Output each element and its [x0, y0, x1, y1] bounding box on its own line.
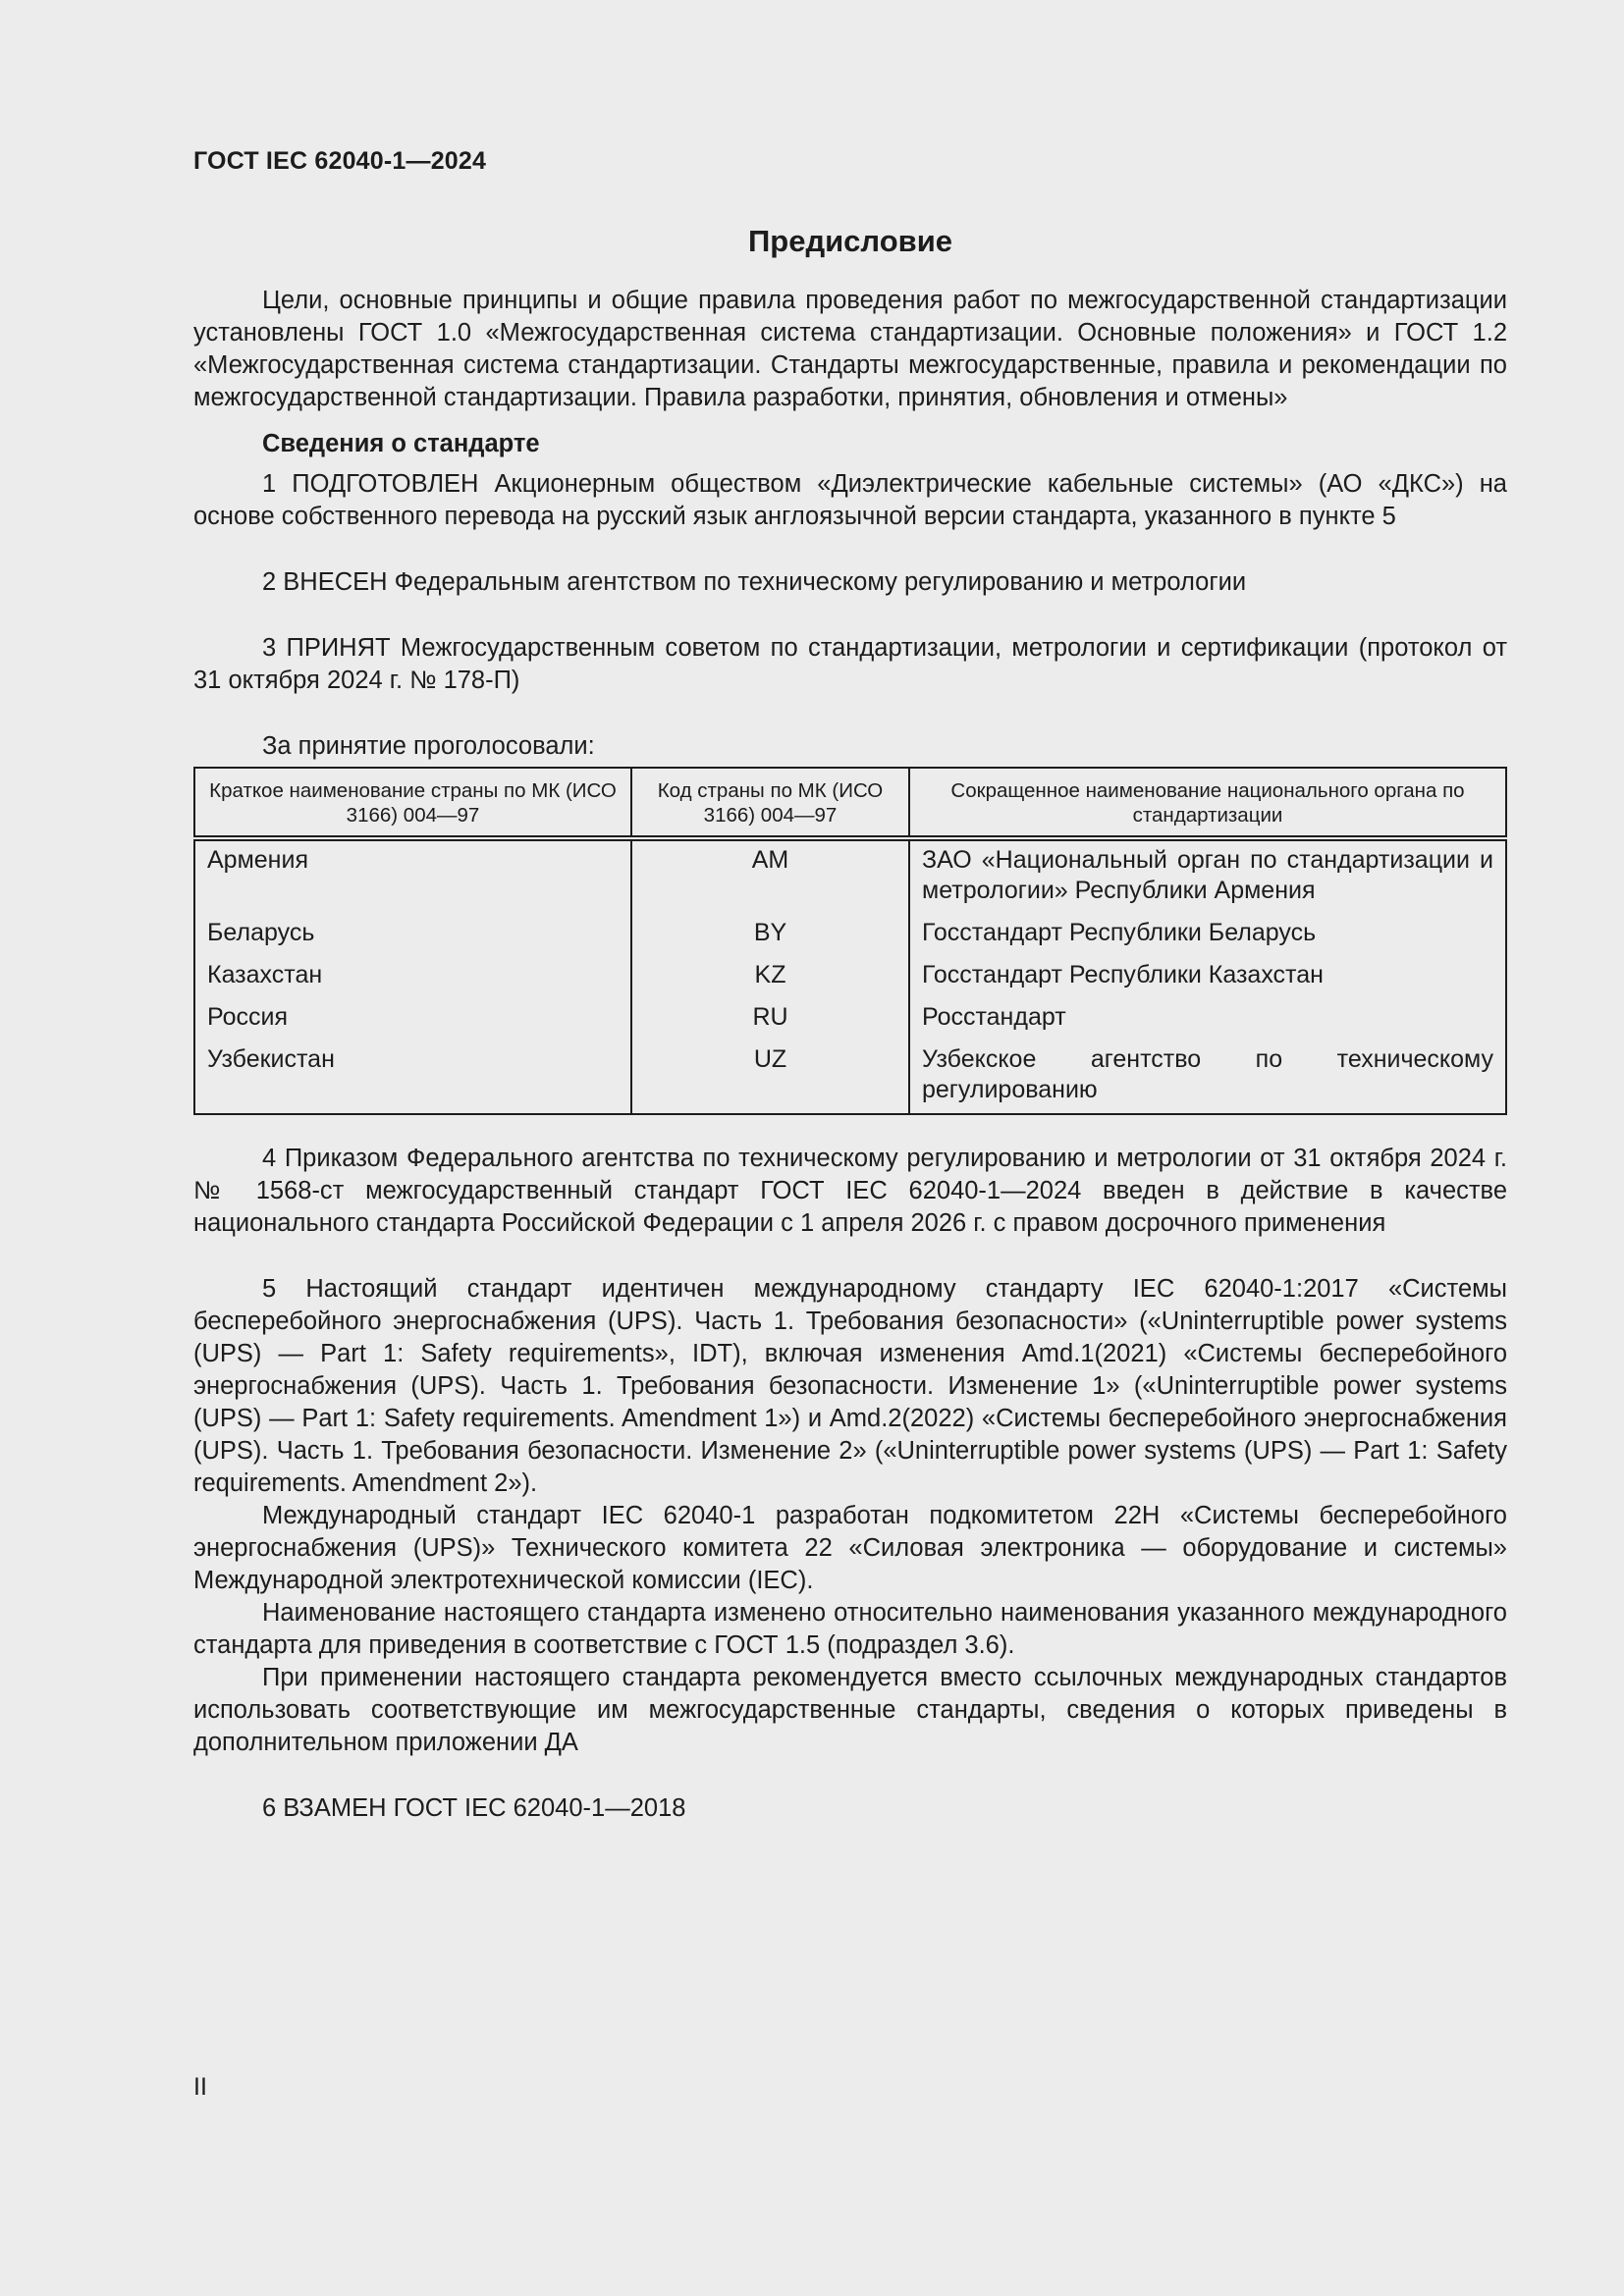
item-6-paragraph: 6 ВЗАМЕН ГОСТ IEC 62040-1—2018: [262, 1794, 686, 1822]
table-header-country-name: Краткое наименование страны по МК (ИСО 3166) 004—97: [194, 768, 631, 838]
page-title: Предисловие: [747, 224, 952, 258]
document-code-header: ГОСТ IEC 62040-1—2024: [193, 147, 487, 175]
table-row: [194, 998, 1506, 1041]
table-row: [194, 914, 1506, 956]
table-header-row: [194, 768, 1506, 838]
voting-table: [193, 767, 1507, 1115]
national-body-cell: ЗАО «Национальный орган по стандартизации и метрологии» Республики Армения: [909, 838, 1506, 914]
table-row: [194, 838, 1506, 914]
item-5-paragraph-4: При применении настоящего стандарта рекомендуется вместо ссылочных международных стандартов использовать соответствующие им межгосударственные стандарты, сведения о которых приведены в дополнительном приложении ДА: [193, 1664, 1507, 1756]
info-heading: Сведения о стандарте: [262, 430, 540, 457]
national-body-cell: Госстандарт Республики Казахстан: [909, 956, 1506, 998]
country-name-cell: Россия: [194, 998, 631, 1041]
table-row: [194, 1041, 1506, 1114]
item-5-paragraph-2: Международный стандарт IEC 62040-1 разработан подкомитетом 22H «Системы бесперебойного энергоснабжения (UPS)» Технического комитета 22 «Силовая электроника — оборудование и системы» Международной электротехнической комиссии (IEC).: [193, 1502, 1507, 1594]
country-code-cell: AM: [631, 838, 909, 914]
country-code-cell: BY: [631, 914, 909, 956]
country-name-cell: Казахстан: [194, 956, 631, 998]
national-body-cell: Узбекское агентство по техническому регулированию: [909, 1041, 1506, 1114]
country-name-cell: Узбекистан: [194, 1041, 631, 1114]
table-row: [194, 956, 1506, 998]
document-body: [193, 285, 1507, 1825]
national-body-cell: Росстандарт: [909, 998, 1506, 1041]
intro-paragraph: Цели, основные принципы и общие правила проведения работ по межгосударственной стандартизации установлены ГОСТ 1.0 «Межгосударственная система стандартизации. Основные положения» и ГОСТ 1.2 «Межгосударственная система стандартизации. Стандарты межгосударственные, правила и рекомендации по межгосударственной стандартизации. Правила разработки, принятия, обновления и отмены»: [193, 287, 1507, 411]
item-5-paragraph: 5 Настоящий стандарт идентичен международному стандарту IEC 62040-1:2017 «Системы бесперебойного энергоснабжения (UPS). Часть 1. Требования безопасности» («Uninterruptible power systems (UPS) — Part 1: Safety requirements», IDT), включая изменения Amd.1(2021) «Системы бесперебойного энергоснабжения (UPS). Часть 1. Требования безопасности. Изменение 1» («Uninterruptible power systems (UPS) — Part 1: Safety requirements. Amendment 1») и Amd.2(2022) «Системы бесперебойного энергоснабжения (UPS). Часть 1. Требования безопасности. Изменение 2» («Uninterruptible power systems (UPS) — Part 1: Safety requirements. Amendment 2»).: [193, 1275, 1507, 1497]
country-name-cell: Беларусь: [194, 914, 631, 956]
national-body-cell: Госстандарт Республики Беларусь: [909, 914, 1506, 956]
item-3-paragraph: 3 ПРИНЯТ Межгосударственным советом по стандартизации, метрологии и сертификации (протокол от 31 октября 2024 г. № 178-П): [193, 634, 1507, 694]
votes-intro: За принятие проголосовали:: [262, 732, 595, 760]
table-header-country-code: Код страны по МК (ИСО 3166) 004—97: [631, 768, 909, 838]
item-1-paragraph: 1 ПОДГОТОВЛЕН Акционерным обществом «Диэлектрические кабельные системы» (АО «ДКС») на основе собственного перевода на русский язык англоязычной версии стандарта, указанного в пункте 5: [193, 470, 1507, 530]
page-number: II: [193, 2073, 207, 2101]
country-name-cell: Армения: [194, 838, 631, 914]
item-2-paragraph: 2 ВНЕСЕН Федеральным агентством по техническому регулированию и метрологии: [262, 568, 1247, 596]
country-code-cell: KZ: [631, 956, 909, 998]
item-4-paragraph: 4 Приказом Федерального агентства по техническому регулированию и метрологии от 31 октября 2024 г. № 1568-ст межгосударственный стандарт ГОСТ IEC 62040-1—2024 введен в действие в качестве национального стандарта Российской Федерации с 1 апреля 2026 г. с правом досрочного применения: [193, 1145, 1507, 1237]
country-code-cell: RU: [631, 998, 909, 1041]
table-header-national-body: Сокращенное наименование национального органа по стандартизации: [909, 768, 1506, 838]
country-code-cell: UZ: [631, 1041, 909, 1114]
item-5-paragraph-3: Наименование настоящего стандарта изменено относительно наименования указанного международного стандарта для приведения в соответствие с ГОСТ 1.5 (подраздел 3.6).: [193, 1599, 1507, 1659]
